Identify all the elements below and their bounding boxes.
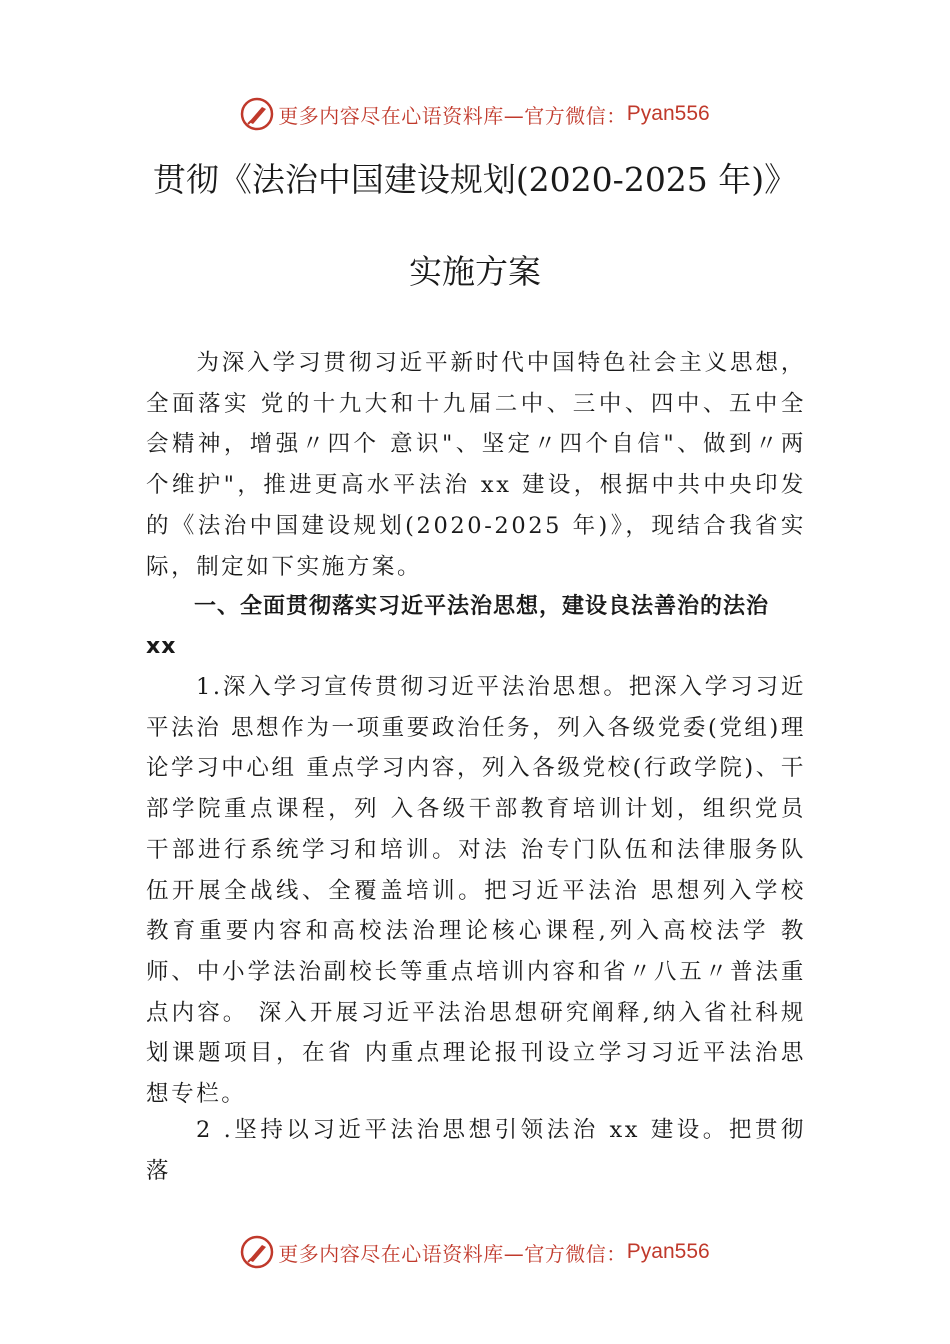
banner-wechat-id: Pyan556 [626, 102, 710, 125]
quill-logo-icon [240, 97, 274, 131]
banner-text: 更多内容尽在心语资料库—官方微信： [278, 1241, 627, 1266]
item-paragraph-2 [146, 1110, 806, 1191]
header-banner [0, 94, 950, 134]
banner-text: 更多内容尽在心语资料库—官方微信： [278, 103, 627, 128]
item1-text: 1.深入学习宣传贯彻习近平法治思想。把深入学习习近平法治 思想作为一项重要政治任务，列入各级党委(党组)理论学习中心组 重点学习内容，列入各级党校(行政学院)、干部学院重点课程，列 入各级干部教育培训计划，组织党员干部进行系统学习和培训。对法 治专门队伍和法律服务队伍开展全战线、全覆盖培训。把习近平法治 思想列入学校教育重要内容和高校法治理论核心课程,列入高校法学 教师、中小学法治副校长等重点培训内容和省〃八五〃普法重点内容。 深入开展习近平法治思想研究阐释,纳入省社科规划课题项目，在省 内重点理论报刊设立学习习近平法治思想专栏。 [146, 674, 807, 1108]
page-title-line2: 实施方案 [409, 252, 541, 291]
banner-wechat-id: Pyan556 [626, 1240, 710, 1263]
intro-paragraph [146, 343, 806, 587]
quill-logo-icon [240, 1235, 274, 1269]
footer-banner [0, 1232, 950, 1272]
section-heading [146, 587, 806, 667]
item-paragraph-1 [146, 667, 806, 1115]
intro-text: 为深入学习贯彻习近平新时代中国特色社会主义思想，全面落实 党的十九大和十九届二中、三中、四中、五中全会精神，增强〃四个 意识"、坚定〃四个自信"、做到〃两个维护"，推进更高水平法治 xx 建设，根据中共中央印发的《法治中国建设规划(2020-2025 年)》，现结合我省实际，制定如下实施方案。 [146, 350, 806, 580]
page-title-line1: 贯彻《法治中国建设规划(2020-2025 年)》 [152, 160, 798, 199]
item2-text: 2 .坚持以习近平法治思想引领法治 xx 建设。把贯彻落 [146, 1117, 806, 1184]
section-heading-text: 一、全面贯彻落实习近平法治思想，建设良法善治的法治 xx [146, 594, 770, 659]
